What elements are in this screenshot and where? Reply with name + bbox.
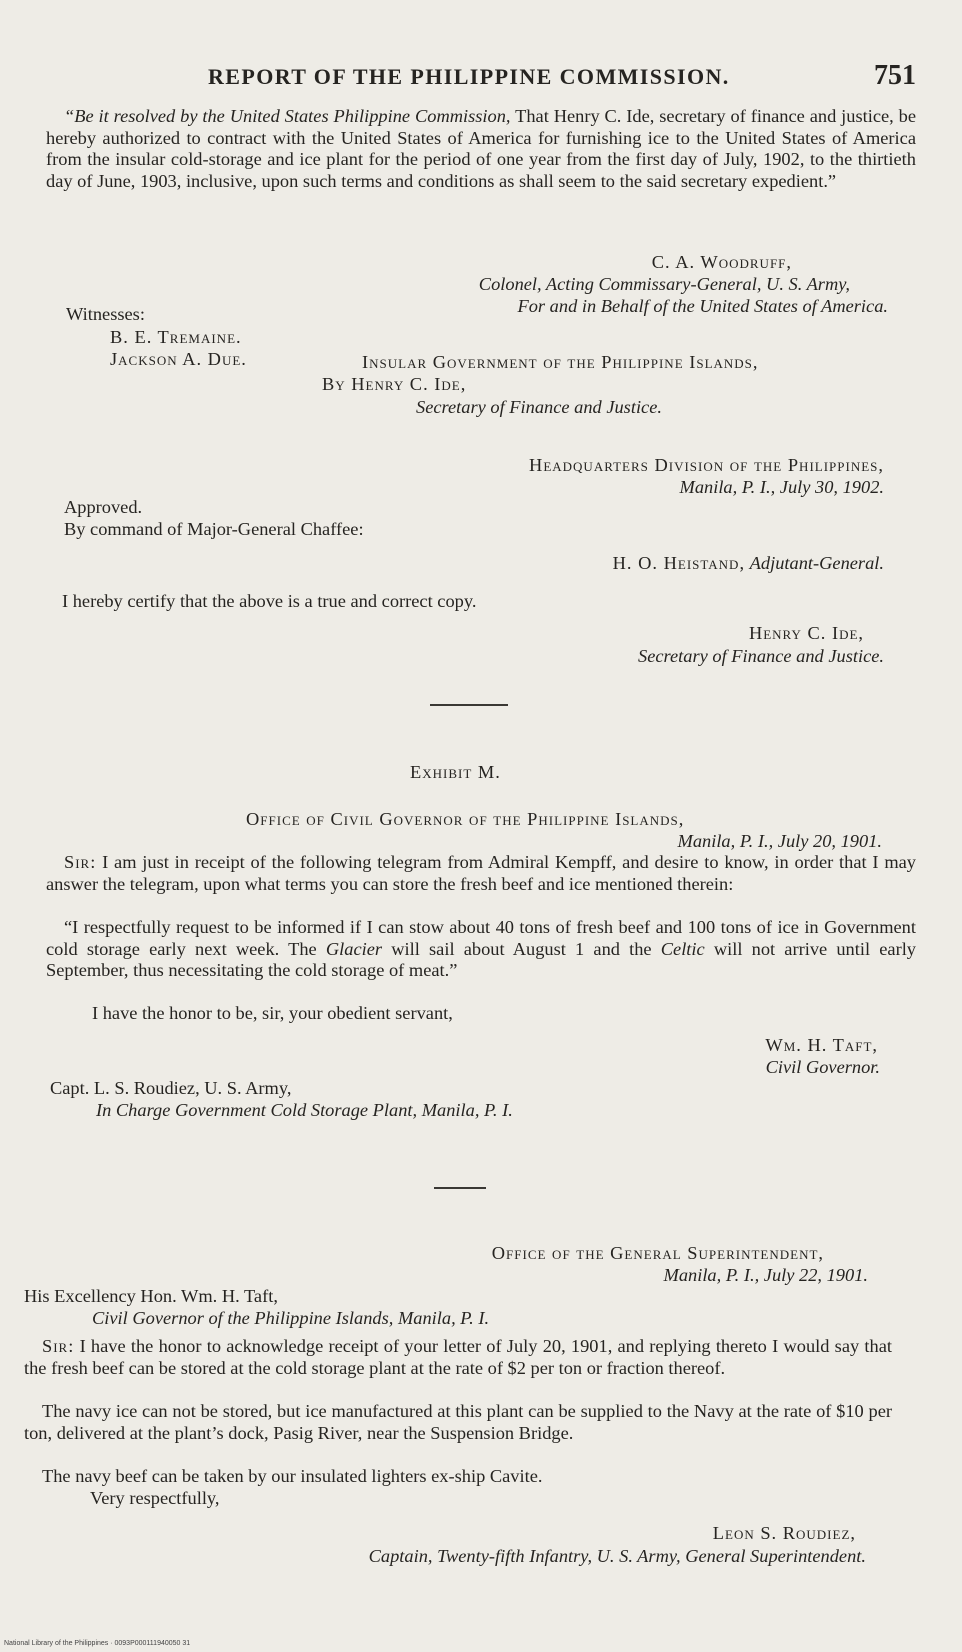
- letter2-signer-name: Leon S. Roudiez,: [712, 1523, 856, 1543]
- by-henry-ide: By Henry C. Ide,: [322, 374, 467, 394]
- certification-text: I hereby certify that the above is a true and correct copy.: [62, 591, 477, 611]
- headquarters-heading: Headquarters Division of the Philippines,: [529, 455, 884, 475]
- witnesses-label: Witnesses:: [66, 304, 145, 324]
- running-title: REPORT OF THE PHILIPPINE COMMISSION.: [208, 64, 730, 89]
- heistand-signature: [613, 553, 884, 575]
- headquarters-place-date: Manila, P. I., July 30, 1902.: [679, 477, 884, 497]
- insular-government: Insular Government of the Philippine Islands,: [362, 352, 759, 372]
- telegram-pre: “I respectfully request to be informed if I can stow about 40 tons of fresh beef and 100 tons of ice in Government cold storage early next week. The: [46, 917, 916, 959]
- heistand-title: Adjutant-General.: [749, 553, 884, 573]
- woodruff-title: Colonel, Acting Commissary-General, U. S. Army,: [478, 274, 850, 294]
- letter2-signer-title: Captain, Twenty-fifth Infantry, U. S. Army, General Superintendent.: [368, 1546, 866, 1566]
- witness-tremaine: B. E. Tremaine.: [110, 327, 242, 347]
- resolution-paragraph: [46, 106, 916, 192]
- letter2-addressee-name: His Excellency Hon. Wm. H. Taft,: [24, 1286, 278, 1306]
- letter1-signer-title: Civil Governor.: [765, 1057, 880, 1077]
- letter2-closing: Very respectfully,: [90, 1488, 220, 1508]
- letter1-addressee-name: [50, 1078, 291, 1100]
- letter2-para1-text: I have the honor to acknowledge receipt of your letter of July 20, 1901, and replying thereto I would say that the fresh beef can be stored at the cold storage plant at the rate of $2 per ton or fraction thereof.: [24, 1336, 892, 1378]
- letter2-paragraph-2: The navy ice can not be stored, but ice manufactured at this plant can be supplied to the Navy at the rate of $10 per ton, delivered at the plant’s dock, Pasig River, near the Suspension Bridge.: [24, 1401, 892, 1443]
- section-rule-2: [434, 1187, 486, 1189]
- woodruff-name: C. A. Woodruff,: [651, 252, 792, 272]
- certifier-name: Henry C. Ide,: [748, 623, 864, 643]
- ship-celtic: Celtic: [660, 938, 705, 959]
- telegram-mid: will sail about August 1 and the: [382, 938, 661, 959]
- page-header: [48, 58, 916, 98]
- letter1-place-date: Manila, P. I., July 20, 1901.: [677, 831, 882, 851]
- letter1-addressee-title: In Charge Government Cold Storage Plant, Manila, P. I.: [96, 1100, 513, 1120]
- exhibit-title: Exhibit M.: [410, 762, 501, 782]
- heistand-name: H. O. Heistand,: [612, 553, 746, 573]
- letter2-place-date: Manila, P. I., July 22, 1901.: [663, 1265, 868, 1285]
- approved-text: Approved.: [64, 497, 143, 517]
- section-rule: [430, 704, 508, 706]
- resolution-text: That Henry C. Ide, secretary of finance and justice, be hereby authorized to contract with the United States of America for furnishing ice to the United States of America from the insular cold-storage and ice plant for the period of one year from the first day of July, 1902, to the thirtieth day of June, 1903, inclusive, upon such terms and conditions as shall seem to the said secretary expedient.”: [46, 106, 917, 191]
- ide-title: Secretary of Finance and Justice.: [416, 397, 662, 417]
- letter1-signer-name: Wm. H. Taft,: [765, 1035, 878, 1055]
- letter2-addressee-title: Civil Governor of the Philippine Islands, Manila, P. I.: [92, 1308, 490, 1328]
- letter1-office: Office of Civil Governor of the Philippine Islands,: [246, 809, 685, 829]
- witness-due: Jackson A. Due.: [110, 349, 247, 369]
- letter1-addressee-text: Capt. L. S. Roudiez, U. S. Army,: [50, 1078, 292, 1098]
- letter1-salutation: Sir:: [64, 852, 97, 872]
- woodruff-behalf: For and in Behalf of the United States of America.: [517, 296, 888, 316]
- by-command-text: By command of Major-General Chaffee:: [64, 519, 364, 539]
- letter1-closing: I have the honor to be, sir, your obedient servant,: [92, 1003, 453, 1023]
- library-stamp: National Library of the Philippines · 0093P000111940050 31: [4, 1640, 191, 1647]
- ship-glacier: Glacier: [325, 938, 383, 959]
- letter2-office: Office of the General Superintendent,: [491, 1243, 824, 1263]
- letter2-paragraph-3: The navy beef can be taken by our insulated lighters ex-ship Cavite.: [42, 1466, 543, 1486]
- letter1-body: [46, 852, 916, 895]
- certifier-title: Secretary of Finance and Justice.: [638, 646, 884, 666]
- page-number: 751: [874, 60, 916, 91]
- telegram-post: will not arrive until early September, thus necessitating the cold storage of meat.”: [46, 938, 916, 980]
- resolution-prefix: “Be it resolved by the United States Philippine Commission,: [64, 106, 511, 126]
- letter2-salutation: Sir:: [42, 1336, 75, 1356]
- letter1-body-text: I am just in receipt of the following telegram from Admiral Kempff, and desire to know, in order that I may answer the telegram, upon what terms you can store the fresh beef and ice mentioned therein:: [46, 852, 916, 894]
- letter2-paragraph-1: [24, 1336, 892, 1379]
- telegram-quote: [46, 917, 916, 982]
